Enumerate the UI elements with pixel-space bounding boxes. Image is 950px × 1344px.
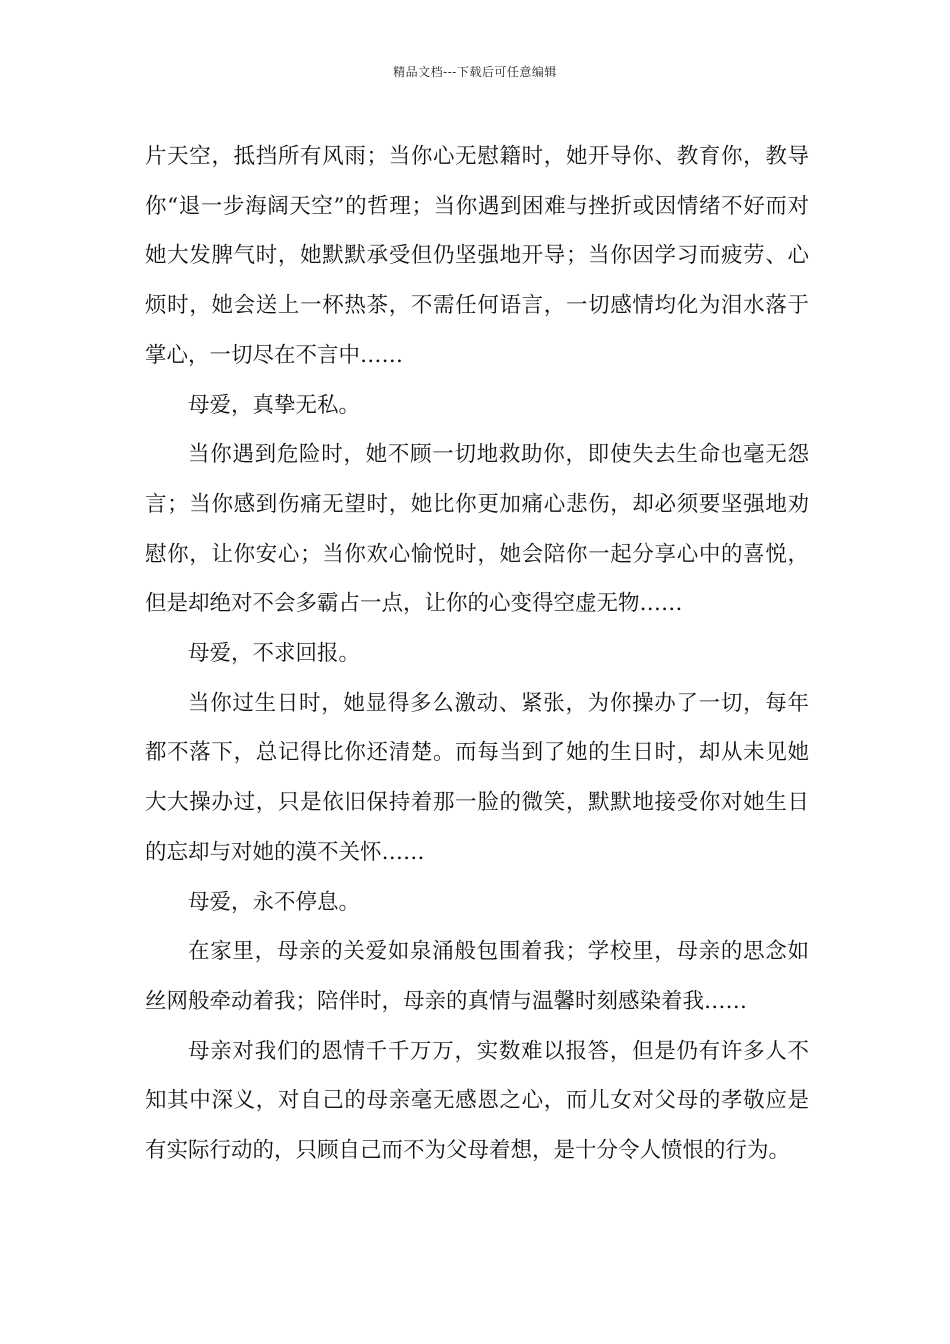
paragraph-heading-sincere: 母爱，真挚无私。 [188,392,361,418]
paragraph-continuation: 片天空，抵挡所有风雨；当你心无慰籍时，她开导你、教育你，教导你“退一步海阔天空”的哲理；当你遇到困难与挫折或因情绪不好而对她大发脾气时，她默默承受但仍坚强地开导；当你因学习而疲劳、心烦时，她会送上一杯热茶，不需任何语言，一切感情均化为泪水落于掌心，一切尽在不言中…… [145,144,809,368]
paragraph: 当你过生日时，她显得多么激动、紧张，为你操办了一切，每年都不落下，总记得比你还清楚。而每当到了她的生日时，却从未见她大大操办过，只是依旧保持着那一脸的微笑，默默地接受你对她生日的忘却与对她的漠不关怀…… [145,690,809,865]
page-header: 精品文档---下载后可任意编辑 [393,65,557,79]
paragraph-conclusion: 母亲对我们的恩情千千万万，实数难以报答，但是仍有许多人不知其中深义，对自己的母亲毫无感恩之心，而儿女对父母的孝敬应是有实际行动的，只顾自己而不为父母着想，是十分令人愤恨的行为。 [145,1038,809,1164]
document-body [145,132,809,1176]
paragraph-heading-never-stops: 母爱，永不停息。 [188,889,361,915]
paragraph: 当你遇到危险时，她不顾一切地救助你，即使失去生命也毫无怨言；当你感到伤痛无望时，她比你更加痛心悲伤，却必须要坚强地劝慰你，让你安心；当你欢心愉悦时，她会陪你一起分享心中的喜悦，但是却绝对不会多霸占一点，让你的心变得空虚无物…… [145,442,809,617]
paragraph: 在家里，母亲的关爱如泉涌般包围着我；学校里，母亲的思念如丝网般牵动着我；陪伴时，母亲的真情与温馨时刻感染着我…… [145,939,809,1014]
paragraph-heading-no-return: 母爱，不求回报。 [188,641,361,667]
